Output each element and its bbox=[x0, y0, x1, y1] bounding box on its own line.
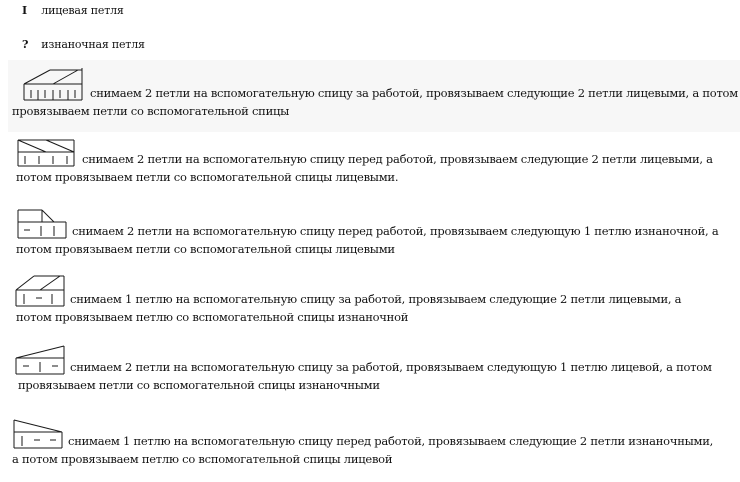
cable-line2: а потом провязываем петлю со вспомогательной спицы лицевой bbox=[12, 452, 393, 466]
legend-knit-text: лицевая петля bbox=[41, 4, 124, 17]
cable-instruction bbox=[14, 344, 740, 394]
cable-line1: снимаем 1 петлю на вспомогательную спицу за работой, провязываем следующие 2 петли лицевыми, а bbox=[70, 292, 682, 306]
cable-line1: снимаем 2 петли на вспомогательную спицу за работой, провязываем следующую 1 петлю лицевой, а потом bbox=[70, 360, 712, 374]
cable-line2: потом провязываем петли со вспомогательной спицы лицевыми. bbox=[16, 170, 399, 184]
cable-instruction bbox=[16, 138, 740, 186]
legend-purl-text: изнаночная петля bbox=[41, 38, 145, 51]
cable-line2: потом провязываем петлю со вспомогательной спицы изнаночной bbox=[16, 310, 409, 324]
knit-symbol: I bbox=[22, 4, 27, 17]
cable-instruction bbox=[12, 66, 740, 120]
legend-knit bbox=[22, 4, 124, 17]
cable-instruction bbox=[14, 274, 740, 326]
cable-instruction bbox=[12, 418, 740, 468]
cable-line1: снимаем 2 петли на вспомогательную спицу перед работой, провязываем следующие 2 петли лицевыми, а bbox=[82, 152, 713, 166]
cable-line2: потом провязываем петли со вспомогательной спицы лицевыми bbox=[16, 242, 395, 256]
cable-1-over-2-purl-front-icon bbox=[12, 418, 64, 450]
cable-line1: снимаем 2 петли на вспомогательную спицу за работой, провязываем следующие 2 петли лицевыми, а потом bbox=[90, 86, 738, 100]
cable-2-over-1-purl-front-icon bbox=[16, 208, 68, 240]
cable-line2: провязываем петли со вспомогательной спицы изнаночными bbox=[18, 378, 380, 392]
cable-line2: провязываем петли со вспомогательной спицы bbox=[12, 104, 290, 118]
cable-instruction bbox=[16, 208, 740, 258]
cable-2-over-2-front-icon bbox=[16, 138, 78, 168]
cable-2-over-1-back-icon bbox=[14, 344, 66, 376]
cable-line1: снимаем 1 петлю на вспомогательную спицу перед работой, провязываем следующие 2 петли изнаночными, bbox=[68, 434, 714, 448]
cable-1-purl-over-2-back-icon bbox=[14, 274, 66, 308]
cable-2-over-2-back-icon bbox=[20, 66, 86, 102]
cable-line1: снимаем 2 петли на вспомогательную спицу перед работой, провязываем следующую 1 петлю изнаночной, а bbox=[72, 224, 719, 238]
purl-symbol: ? bbox=[22, 38, 29, 51]
legend-purl bbox=[22, 38, 145, 51]
